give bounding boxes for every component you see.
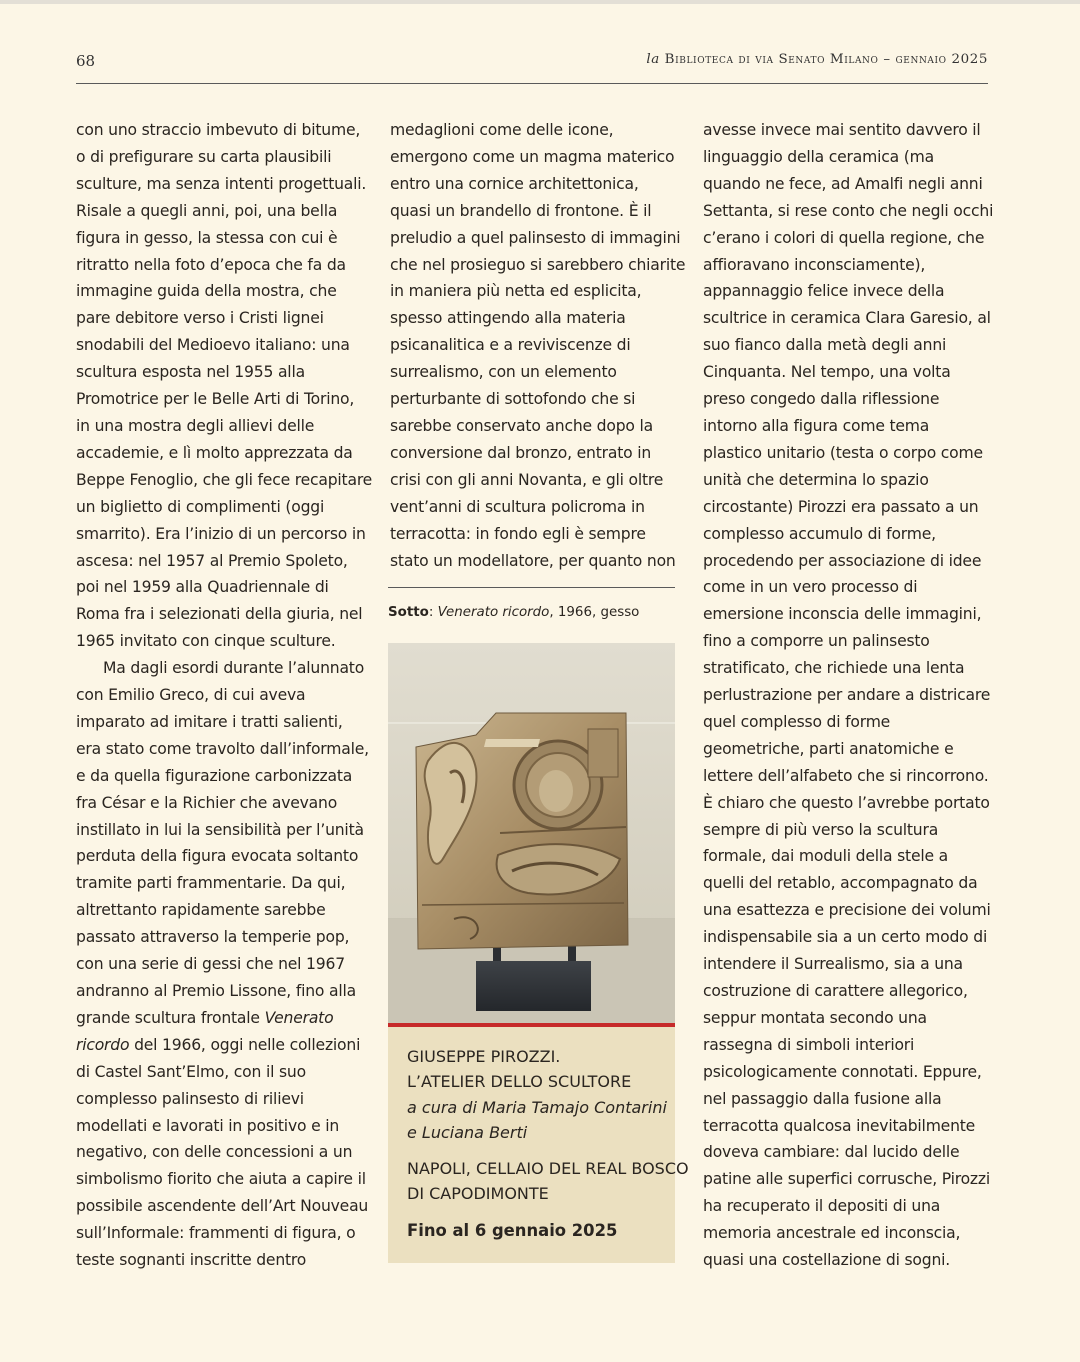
caption-rule bbox=[388, 587, 675, 588]
text-line: Roma fra i selezionati della giuria, nel bbox=[76, 605, 363, 624]
text-line: c’erano i colori di quella regione, che bbox=[703, 228, 985, 247]
text-line: psicologicamente connotati. Eppure, bbox=[703, 1062, 982, 1081]
text-line: accademie, e lì molto apprezzata da bbox=[76, 443, 353, 462]
caption-details: , 1966, gesso bbox=[549, 605, 640, 620]
text-line: psicanalitica e a reviviscenze di bbox=[390, 336, 631, 355]
text-line: ascesa: nel 1957 al Premio Spoleto, bbox=[76, 551, 348, 570]
text-line: conversione dal bronzo, entrato in bbox=[390, 443, 652, 462]
text-line: crisi con gli anni Novanta, e gli oltre bbox=[390, 470, 664, 489]
text-line: appannaggio felice invece della bbox=[703, 282, 945, 301]
text-line: altrettanto rapidamente sarebbe bbox=[76, 901, 326, 920]
paragraph-1 bbox=[76, 117, 373, 655]
running-head-la: la bbox=[646, 52, 660, 67]
page-number: 68 bbox=[76, 52, 96, 70]
text-line: 1965 invitato con cinque sculture. bbox=[76, 632, 336, 651]
text-line: perduta della figura evocata soltanto bbox=[76, 847, 359, 866]
text-line: quasi una costellazione di sogni. bbox=[703, 1251, 951, 1270]
running-head-title: Biblioteca di via Senato Milano – gennaio 2025 bbox=[664, 52, 988, 67]
paragraph-3 bbox=[390, 117, 686, 574]
text-line: formale, dai moduli della stele a bbox=[703, 847, 948, 866]
artwork-title: ricordo bbox=[76, 1035, 130, 1054]
text-line: stratificato, che richiede una lenta bbox=[703, 659, 965, 678]
text-line bbox=[76, 1032, 368, 1059]
text-line: spesso attingendo alla materia bbox=[390, 309, 626, 328]
text-line: entro una cornice architettonica, bbox=[390, 174, 639, 193]
text-column-1 bbox=[76, 117, 373, 1274]
text-line: complesso palinsesto di rilievi bbox=[76, 1089, 304, 1108]
text-line: sculture, ma senza intenti progettuali. bbox=[76, 174, 367, 193]
header-rule bbox=[76, 83, 988, 84]
text-line: memoria ancestrale ed inconscia, bbox=[703, 1224, 961, 1243]
text-line: terracotta: in fondo egli è sempre bbox=[390, 524, 646, 543]
page-header bbox=[76, 50, 988, 72]
text-line: complesso accumulo di forme, bbox=[703, 524, 936, 543]
exhibition-title-line: GIUSEPPE PIROZZI. bbox=[407, 1047, 561, 1066]
exhibition-dates: Fino al 6 gennaio 2025 bbox=[407, 1221, 618, 1240]
text-line: vent’anni di scultura policroma in bbox=[390, 497, 645, 516]
text-line: Beppe Fenoglio, che gli fece recapitare bbox=[76, 470, 373, 489]
venue-line: NAPOLI, CELLAIO DEL REAL BOSCO bbox=[407, 1159, 689, 1178]
text-line: quasi un brandello di frontone. È il bbox=[390, 201, 652, 220]
caption-label: Sotto bbox=[388, 605, 429, 620]
text-line: tramite parti frammentarie. Da qui, bbox=[76, 874, 346, 893]
curators-line: a cura di Maria Tamajo Contarini bbox=[407, 1098, 667, 1117]
text-line: linguaggio della ceramica (ma bbox=[703, 147, 934, 166]
text-line: patine alle superfici corrusche, Pirozzi bbox=[703, 1170, 991, 1189]
text-line: plastico unitario (testa o corpo come bbox=[703, 443, 983, 462]
text-line: suo fianco dalla metà degli anni bbox=[703, 336, 947, 355]
text-line: immagine guida della mostra, che bbox=[76, 282, 337, 301]
text-line: pare debitore verso i Cristi lignei bbox=[76, 309, 324, 328]
text-line: che nel prosieguo si sarebbero chiarite bbox=[390, 255, 686, 274]
exhibition-title bbox=[407, 1044, 631, 1094]
paragraph-4 bbox=[703, 117, 994, 1274]
sculpture-photo bbox=[388, 643, 675, 1023]
text-line: scultrice in ceramica Clara Garesio, al bbox=[703, 309, 991, 328]
running-head bbox=[646, 52, 988, 67]
text-line: intendere il Surrealismo, sia a una bbox=[703, 955, 963, 974]
text-line: andranno al Premio Lissone, fino alla bbox=[76, 982, 357, 1000]
text-line: come in un vero processo di bbox=[703, 578, 918, 597]
text-line: snodabili del Medioevo italiano: una bbox=[76, 336, 350, 355]
venue-line: DI CAPODIMONTE bbox=[407, 1184, 549, 1203]
text-line: unità che determina lo spazio bbox=[703, 470, 929, 489]
text-line: possibile ascendente dell’Art Nouveau bbox=[76, 1197, 369, 1216]
text-line: Risale a quegli anni, poi, una bella bbox=[76, 201, 338, 220]
text-line: fino a comporre un palinsesto bbox=[703, 632, 930, 651]
text-run: grande scultura frontale bbox=[76, 1008, 265, 1027]
text-line: emergono come un magma materico bbox=[390, 147, 675, 166]
paragraph-2 bbox=[76, 655, 368, 1274]
text-line: passato attraverso la temperie pop, bbox=[76, 928, 350, 947]
caption-title: Venerato ricordo bbox=[437, 605, 550, 620]
text-line: figura in gesso, la stessa con cui è bbox=[76, 228, 338, 247]
sculpture-image bbox=[388, 643, 675, 1023]
text-line: preludio a quel palinsesto di immagini bbox=[390, 228, 681, 247]
text-line: in maniera più netta ed esplicita, bbox=[390, 282, 642, 301]
text-line: procedendo per associazione di idee bbox=[703, 551, 982, 570]
text-line: teste sognanti inscritte dentro bbox=[76, 1251, 307, 1270]
text-line: medaglioni come delle icone, bbox=[390, 121, 614, 139]
artwork-title: Venerato bbox=[264, 1008, 334, 1027]
text-line: era stato come travolto dall’informale, bbox=[76, 739, 369, 758]
text-line: quel complesso di forme bbox=[703, 712, 891, 731]
text-line: fra César e la Richier che avevano bbox=[76, 793, 338, 812]
text-line: in una mostra degli allievi delle bbox=[76, 416, 315, 435]
text-line: di Castel Sant’Elmo, con il suo bbox=[76, 1062, 306, 1081]
text-line: con Emilio Greco, di cui aveva bbox=[76, 686, 306, 705]
text-column-2 bbox=[390, 117, 686, 574]
text-line: e da quella figurazione carbonizzata bbox=[76, 766, 353, 785]
text-column-3 bbox=[703, 117, 994, 1274]
text-line bbox=[76, 1005, 368, 1032]
text-line: ha recuperato il depositi di una bbox=[703, 1197, 941, 1216]
text-line: preso congedo dalla riflessione bbox=[703, 390, 940, 409]
text-line: stato un modellatore, per quanto non bbox=[390, 551, 676, 570]
text-line: terracotta qualcosa inevitabilmente bbox=[703, 1116, 976, 1135]
text-line: imparato ad imitare i tratti salienti, bbox=[76, 712, 343, 731]
text-line: negativo, con delle concessioni a un bbox=[76, 1143, 353, 1162]
text-line: rassegna di simboli interiori bbox=[703, 1035, 915, 1054]
text-line: o di prefigurare su carta plausibili bbox=[76, 147, 332, 166]
text-line: modellati e lavorati in positivo e in bbox=[76, 1116, 340, 1135]
top-edge bbox=[0, 0, 1080, 4]
text-line: un biglietto di complimenti (oggi bbox=[76, 497, 325, 516]
text-line: Settanta, si rese conto che negli occhi bbox=[703, 201, 994, 220]
text-line: poi nel 1959 alla Quadriennale di bbox=[76, 578, 329, 597]
text-line: Ma dagli esordi durante l’alunnato bbox=[103, 659, 365, 678]
text-line: con uno straccio imbevuto di bitume, bbox=[76, 121, 361, 139]
text-line: sarebbe conservato anche dopo la bbox=[390, 416, 653, 435]
text-line: seppur montata secondo una bbox=[703, 1008, 927, 1027]
text-line: simbolismo fiorito che aiuta a capire il bbox=[76, 1170, 366, 1189]
text-run: del 1966, oggi nelle collezioni bbox=[129, 1035, 361, 1054]
text-line: indispensabile sia a un certo modo di bbox=[703, 928, 988, 947]
exhibition-curators bbox=[407, 1095, 667, 1145]
curators-line: e Luciana Berti bbox=[407, 1123, 528, 1142]
text-line: sull’Informale: frammenti di figura, o bbox=[76, 1224, 356, 1243]
text-line: nel passaggio dalla fusione alla bbox=[703, 1089, 942, 1108]
text-line: avesse invece mai sentito davvero il bbox=[703, 121, 981, 139]
text-line: emersione inconscia delle immagini, bbox=[703, 605, 982, 624]
exhibition-venue bbox=[407, 1156, 689, 1206]
text-line: quelli del retablo, accompagnato da bbox=[703, 874, 978, 893]
text-line: È chiaro che questo l’avrebbe portato bbox=[703, 793, 990, 812]
text-line: una esattezza e precisione dei volumi bbox=[703, 901, 991, 920]
text-line: lettere dell’alfabeto che si rincorrono. bbox=[703, 766, 989, 785]
text-line: smarrito). Era l’inizio di un percorso in bbox=[76, 524, 366, 543]
text-line: perturbante di sottofondo che si bbox=[390, 390, 636, 409]
text-line: geometriche, parti anatomiche e bbox=[703, 739, 954, 758]
text-line: ritratto nella foto d’epoca che fa da bbox=[76, 255, 346, 274]
text-line: costruzione di carattere allegorico, bbox=[703, 982, 968, 1000]
text-line: intorno alla figura come tema bbox=[703, 416, 930, 435]
text-line: Cinquanta. Nel tempo, una volta bbox=[703, 363, 951, 382]
text-line: doveva cambiare: dal lucido delle bbox=[703, 1143, 960, 1162]
text-line: Promotrice per le Belle Arti di Torino, bbox=[76, 390, 355, 409]
exhibition-info-box bbox=[388, 1027, 689, 1263]
text-line: circostante) Pirozzi era passato a un bbox=[703, 497, 979, 516]
text-line: surrealismo, con un elemento bbox=[390, 363, 617, 382]
photo-caption: Sotto: Venerato ricordo, 1966, gesso bbox=[388, 605, 640, 620]
text-line: instillato in lui la sensibilità per l’unità bbox=[76, 820, 364, 839]
text-line: quando ne fece, ad Amalfi negli anni bbox=[703, 174, 983, 193]
text-line: con una serie di gessi che nel 1967 bbox=[76, 955, 345, 974]
exhibition-title-line: L’ATELIER DELLO SCULTORE bbox=[407, 1072, 632, 1091]
text-line: affioravano inconsciamente), bbox=[703, 255, 926, 274]
text-line: sempre di più verso la scultura bbox=[703, 820, 939, 839]
text-line: scultura esposta nel 1955 alla bbox=[76, 363, 305, 382]
text-line: perlustrazione per andare a districare bbox=[703, 686, 991, 705]
